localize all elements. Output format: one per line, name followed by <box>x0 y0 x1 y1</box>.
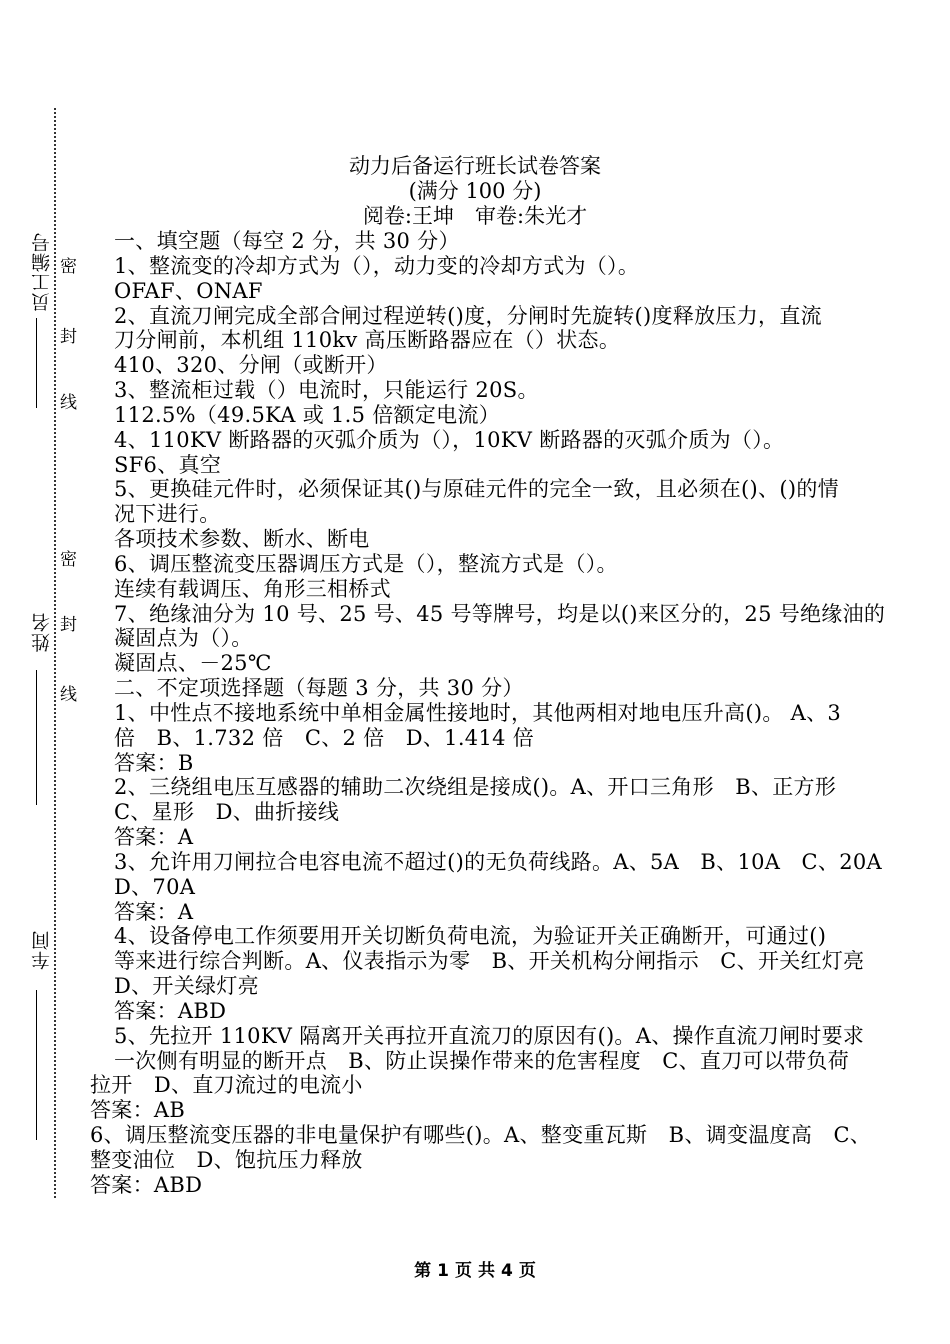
seal-mark: 线 <box>60 685 77 705</box>
document-title: 动力后备运行班长试卷答案 <box>349 154 601 178</box>
question-line: 整变油位 D、饱抗压力释放 <box>90 1148 363 1172</box>
section-heading: 二、不定项选择题（每题 3 分，共 30 分） <box>114 676 524 700</box>
seal-mark: 线 <box>60 393 77 413</box>
question-line: 3、允许用刀闸拉合电容电流不超过()的无负荷线路。A、5A B、10A C、20A <box>114 850 883 874</box>
question-line: 拉开 D、直刀流过的电流小 <box>90 1073 363 1097</box>
answer-line: 410、320、分闸（或断开） <box>114 353 388 377</box>
question-line: 一次侧有明显的断开点 B、防止误操作带来的危害程度 C、直刀可以带负荷 <box>114 1049 849 1073</box>
question-line: 1、中性点不接地系统中单相金属性接地时，其他两相对地电压升高()。 A、3 <box>114 701 842 725</box>
page-total: 4 <box>501 1261 513 1281</box>
document-subtitle: (满分 100 分) <box>408 179 542 203</box>
answer-line: 112.5%（49.5KA 或 1.5 倍额定电流） <box>114 403 501 427</box>
question-line: 6、调压整流变压器的非电量保护有哪些()。A、整变重瓦斯 B、调变温度高 C、 <box>90 1123 872 1147</box>
seal-mark: 封 <box>60 327 77 347</box>
answer-line: 答案：AB <box>90 1098 186 1122</box>
seal-mark: 封 <box>60 615 77 635</box>
answer-line: 答案：A <box>114 900 194 924</box>
answer-line: 凝固点、－25℃ <box>114 651 272 675</box>
question-line: D、70A <box>114 875 196 899</box>
answer-line: 连续有载调压、角形三相桥式 <box>114 577 391 601</box>
workshop-rule <box>36 990 37 1140</box>
seal-mark: 密 <box>60 257 77 277</box>
name-label: 姓名 <box>31 612 53 652</box>
question-line: 凝固点为（）。 <box>114 626 253 650</box>
question-line: 6、调压整流变压器调压方式是（），整流方式是（）。 <box>114 552 618 576</box>
question-line: 况下进行。 <box>114 502 221 526</box>
answer-line: SF6、真空 <box>114 453 222 477</box>
question-line: 刀分闸前，本机组 110kv 高压断路器应在（）状态。 <box>114 328 621 352</box>
question-line: 倍 B、1.732 倍 C、2 倍 D、1.414 倍 <box>114 726 535 750</box>
question-line: 7、绝缘油分为 10 号、25 号、45 号等牌号，均是以()来区分的，25 号绝缘油的 <box>114 602 886 626</box>
answer-line: OFAF、ONAF <box>114 279 263 303</box>
question-line: 等来进行综合判断。A、仪表指示为零 B、开关机构分闸指示 C、开关红灯亮 <box>114 949 865 973</box>
document-reviewers: 阅卷:王坤 审卷:朱光才 <box>362 204 588 228</box>
question-line: 5、更换硅元件时，必须保证其()与原硅元件的完全一致，且必须在()、()的情 <box>114 477 839 501</box>
question-line: 2、直流刀闸完成全部合闸过程逆转()度，分闸时先旋转()度释放压力，直流 <box>114 304 822 328</box>
page-footer <box>0 1256 950 1281</box>
answer-line: 答案：ABD <box>114 999 227 1023</box>
footer-text: 页 <box>455 1261 472 1281</box>
footer-text: 页 <box>518 1261 536 1281</box>
seal-mark: 密 <box>60 550 77 570</box>
question-line: 5、先拉开 110KV 隔离开关再拉开直流刀的原因有()。A、操作直流刀闸时要求 <box>114 1024 865 1048</box>
question-line: D、开关绿灯亮 <box>114 974 259 998</box>
question-line: 2、三绕组电压互感器的辅助二次绕组是接成()。A、开口三角形 B、正方形 <box>114 775 837 799</box>
question-line: 4、设备停电工作须要用开关切断负荷电流，为验证开关正确断开，可通过() <box>114 924 827 948</box>
employee-id-label: 员工编号 <box>31 232 53 312</box>
answer-line: 各项技术参数、断水、断电 <box>114 527 370 551</box>
answer-line: 答案：A <box>114 825 194 849</box>
name-rule <box>36 670 37 805</box>
question-line: 4、110KV 断路器的灭弧介质为（），10KV 断路器的灭弧介质为（）。 <box>114 428 785 452</box>
question-line: 3、整流柜过载（）电流时，只能运行 20S。 <box>114 378 539 402</box>
section-heading: 一、填空题（每空 2 分，共 30 分） <box>114 229 460 253</box>
workshop-label: 车间 <box>31 930 53 970</box>
answer-line: 答案：B <box>114 751 194 775</box>
question-line: 1、整流变的冷却方式为（），动力变的冷却方式为（）。 <box>114 254 640 278</box>
question-line: C、星形 D、曲折接线 <box>114 800 340 824</box>
page-number: 1 <box>437 1261 449 1281</box>
footer-text: 共 <box>478 1261 495 1281</box>
footer-text: 第 <box>414 1261 432 1281</box>
employee-id-rule <box>36 318 37 408</box>
answer-line: 答案：ABD <box>90 1173 203 1197</box>
